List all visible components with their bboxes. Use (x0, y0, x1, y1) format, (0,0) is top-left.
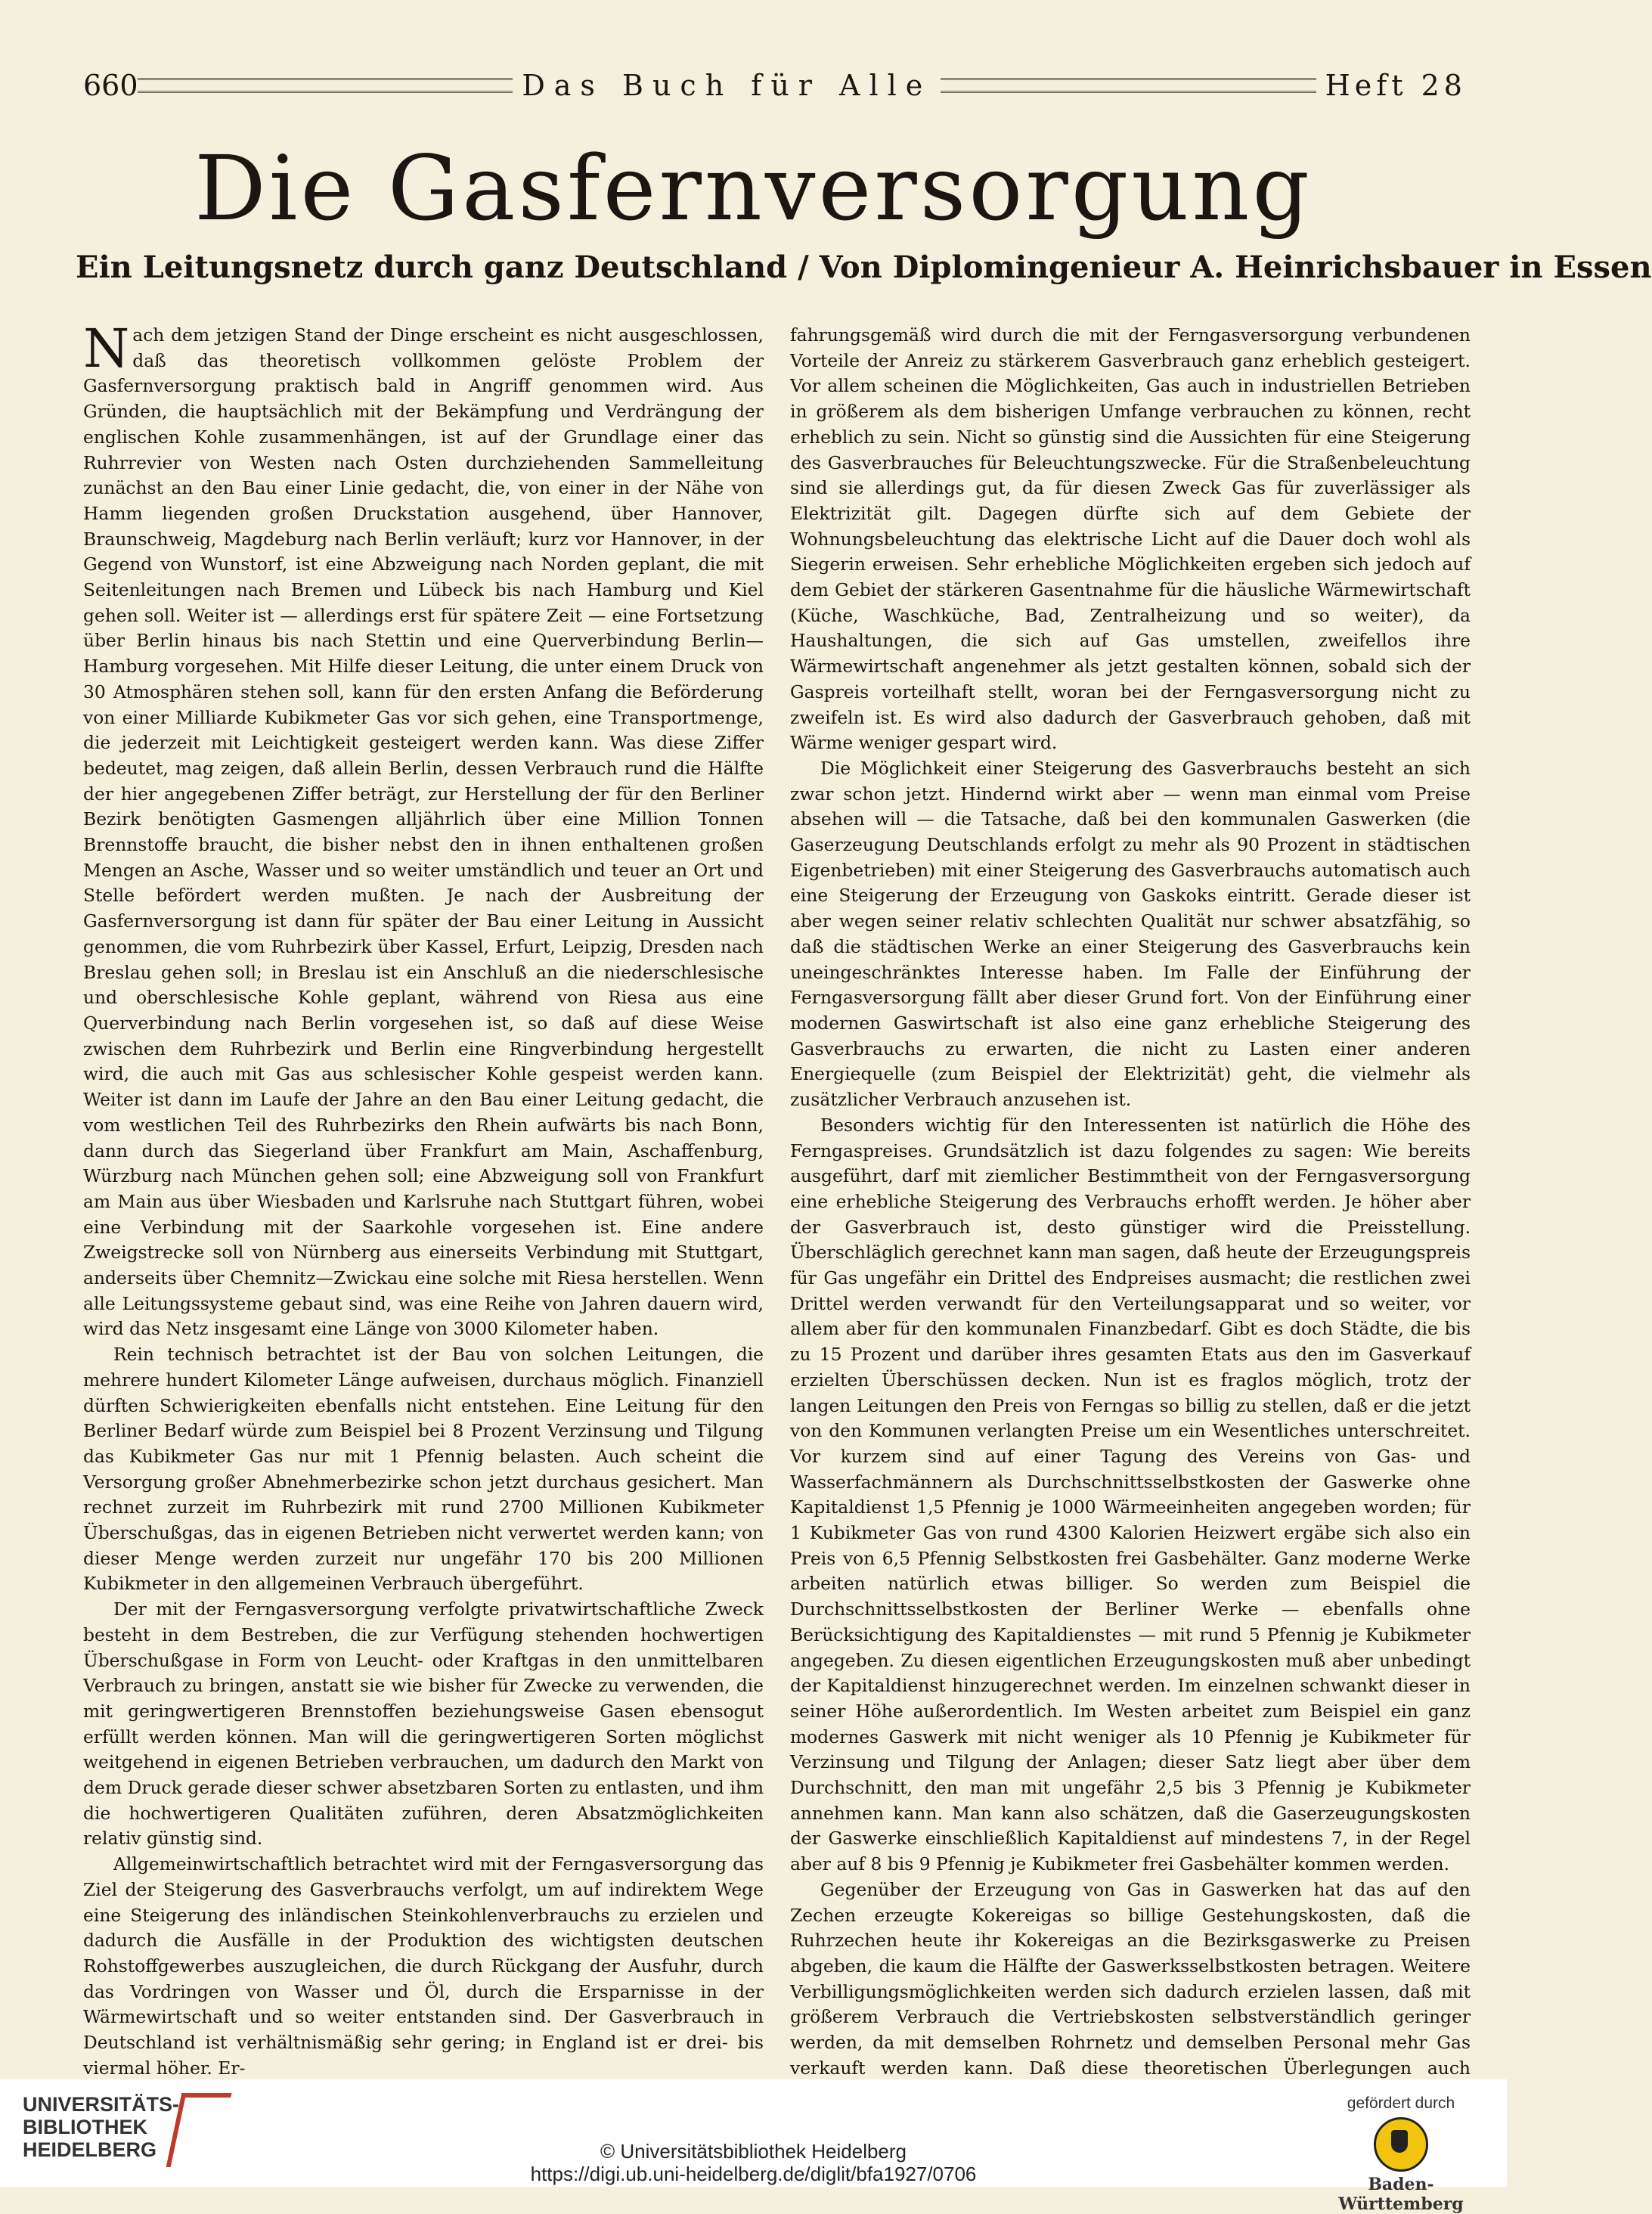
paragraph: Gegenüber der Erzeugung von Gas in Gaswerken hat das auf den Zechen erzeugte Kokereigas so billige Gestehungskosten, daß die Ruhrzechen heute ihr Kokereigas an die Bezirksgaswerke zu Preisen abgeben, die kaum die Hälfte der Gaswerksselbstkosten betragen. Weitere Verbilligungsmöglichkeiten werden sich dadurch erzielen lassen, daß mit größerem Verbrauch die Vertriebskosten selbstverständlich geringer werden, da mit demselben Rohrnetz und demselben Personal mehr Gas verkauft werden kann. Daß diese theoretischen Überlegungen auch (790, 1878, 1471, 2079)
page-number: 660 (83, 69, 138, 102)
funding-notice: gefördert durch Baden-Württemberg (1338, 2095, 1464, 2214)
source-link[interactable]: https://digi.ub.uni-heidelberg.de/diglit/bfa1927/0706 (530, 2163, 977, 2185)
paragraph: fahrungsgemäß wird durch die mit der Ferngasversorgung verbundenen Vorteile der Anreiz zu stärkerem Gasverbrauch ganz erheblich gesteigert. Vor allem scheinen die Möglichkeiten, Gas auch in industriellen Betrieben in größerem als dem bisherigen Umfange verbrauchen zu können, recht erheblich zu sein. Nicht so günstig sind die Aussichten für eine Steigerung des Gasverbrauches für Beleuchtungszwecke. Für die Straßenbeleuchtung sind sie allerdings gut, da für diesen Zweck Gas für zuverlässiger als Elektrizität gilt. Dagegen dürfte sich auf dem Gebiete der Wohnungsbeleuchtung das elektrische Licht auf die Dauer doch wohl als Siegerin erweisen. Sehr erhebliche Möglichkeiten ergeben sich jedoch auf dem Gebiet der stärkeren Gasentnahme für die häusliche Wärmewirtschaft (Küche, Waschküche, Bad, Zentralheizung und so weiter), da Haushaltungen, die sich auf Gas umstellen, zweifellos ihre Wärmewirtschaft angenehmer als jetzt gestalten können, sobald sich der Gaspreis vorteilhaft stellt, woran bei der Ferngasversorgung nicht zu zweifeln ist. Es wird also dadurch der Gasverbrauch gehoben, daß mit Wärme weniger gespart wird. (790, 324, 1471, 754)
paragraph: Der mit der Ferngasversorgung verfolgte privatwirtschaftliche Zweck besteht in dem Bestreben, die zur Verfügung stehenden hochwertigen Überschußgase in Form von Leucht- oder Kraftgas in den unmittelbaren Verbrauch zu bringen, anstatt sie wie bisher für Zwecke zu verwenden, die mit geringwertigeren Brennstoffen beziehungsweise Gasen ebensogut erfüllt werden können. Man will die geringwertigeren Sorten möglichst weitgehend in eigenen Betrieben verbrauchen, um dadurch den Markt von dem Druck gerade dieser schwer absetzbaren Sorten zu entlasten, und ihm die hochwertigeren Qualitäten zuführen, deren Absatzmöglichkeiten relativ günstig sind. (83, 1598, 764, 1850)
library-logo: UNIVERSITÄTS- BIBLIOTHEK HEIDELBERG (23, 2093, 179, 2161)
drop-cap: N (83, 318, 130, 380)
right-column (790, 323, 1471, 2079)
paragraph: Besonders wichtig für den Interessenten ist natürlich die Höhe des Ferngaspreises. Grundsätzlich ist dazu folgendes zu sagen: Wie bereits ausgeführt, darf mit ziemlicher Bestimmtheit von der Ferngasversorgung eine erhebliche Steigerung des Verbrauchs erhofft werden. Je höher aber der Gasverbrauch ist, desto günstiger wird die Preisstellung. Überschläglich gerechnet kann man sagen, daß heute der Erzeugungspreis für Gas ungefähr ein Drittel des Endpreises ausmacht; die restlichen zwei Drittel werden verwandt für den Verteilungsapparat und so weiter, vor allem aber für den kommunalen Finanzbedarf. Gibt es doch Städte, die bis zu 15 Prozent und darüber ihres gesamten Etats aus den im Gasverkauf erzielten Überschüssen decken. Nun ist es fraglos möglich, trotz der langen Leitungen den Preis von Ferngas so billig zu stellen, daß er die jetzt von den Kommunen verlangten Preise um ein Wesentliches unterschreitet. Vor kurzem sind auf einer Tagung des Vereins von Gas- und Wasserfachmännern als Durchschnittsselbstkosten der Gaswerke ohne Kapitaldienst 1,5 Pfennig je 1000 Wärmeeinheiten angegeben worden; für 1 Kubikmeter Gas von rund 4300 Kalorien Heizwert ergäbe sich also ein Preis von 6,5 Pfennig Selbstkosten frei Gasbehälter. Ganz moderne Werke arbeiten natürlich etwas billiger. So werden zum Beispiel die Durchschnittsselbstkosten der Berliner Werke — ebenfalls ohne Berücksichtigung des Kapitaldienstes — mit rund 5 Pfennig je Kubikmeter angegeben. Zu diesen eigentlichen Erzeugungskosten muß aber unbedingt der Kapitaldienst hinzugerechnet werden. Im einzelnen schwankt dieser in seiner Höhe außerordentlich. Im Westen arbeitet zum Beispiel ein ganz modernes Gaswerk mit nicht weniger als 10 Pfennig je Kubikmeter für Verzinsung und Tilgung der Anlagen; dieser Satz liegt aber über dem Durchschnitt, den man mit ungefähr 2,5 bis 3 Pfennig je Kubikmeter annehmen kann. Man kann also schätzen, daß die Gaserzeugungskosten der Gaswerke einschließlich Kapitaldienst auf mindestens 7, in der Regel aber auf 8 bis 9 Pfennig je Kubikmeter frei Gasbehälter kommen werden. (790, 1114, 1471, 1875)
state-seal-icon (1374, 2117, 1428, 2172)
ornament-right (941, 78, 1316, 93)
left-column (83, 318, 764, 2079)
copyright-notice: © Universitätsbibliothek Heidelberg https://digi.ub.uni-heidelberg.de/diglit/bfa1927/0706 (0, 2140, 1507, 2185)
article-title: Die Gasfernversorgung (194, 136, 1313, 240)
paragraph: Allgemeinwirtschaftlich betrachtet wird mit der Ferngasversorgung das Ziel der Steigerung des Gasverbrauchs verfolgt, um auf indirektem Wege eine Steigerung des inländischen Steinkohlenverbrauchs zu erzielen und dadurch die Ausfälle in der Produktion des wichtigsten deutschen Rohstoffgewerbes auszugleichen, die durch Rückgang der Ausfuhr, durch das Vordringen von Wasser und Öl, durch die Ersparnisse in der Wärmewirtschaft und so weiter entstanden sind. Der Gasverbrauch in Deutschland ist verhältnismäßig sehr gering; in England ist er drei- bis viermal höher. Er- (83, 1853, 764, 2079)
paragraph: Die Möglichkeit einer Steigerung des Gasverbrauchs besteht an sich zwar schon jetzt. Hindernd wirkt aber — wenn man einmal vom Preise absehen will — die Tatsache, daß bei den kommunalen Gaswerken (die Gaserzeugung Deutschlands erfolgt zu mehr als 90 Prozent in städtischen Eigenbetrieben) mit einer Steigerung des Gasverbrauchs automatisch auch eine Steigerung der Erzeugung von Gaskoks eintritt. Gerade dieser ist aber wegen seiner relativ schlechten Qualität nur schwer absatzfähig, so daß die städtischen Werke an einer Steigerung des Gasverbrauchs kein uneingeschränktes Interesse haben. Im Falle der Einführung der Ferngasversorgung fällt aber dieser Grund fort. Von der Einführung einer modernen Gaswirtschaft ist also eine ganz erhebliche Steigerung des Gasverbrauchs zu erwarten, die nicht zu Lasten einer anderen Energiequelle (zum Beispiel der Elektrizität) geht, die vielmehr als zusätzlicher Verbrauch anzusehen ist. (790, 757, 1471, 1111)
running-header (83, 67, 1467, 104)
footer-bar (0, 2079, 1507, 2214)
article-subtitle: Ein Leitungsnetz durch ganz Deutschland / Von Diplomingenieur A. Heinrichsbauer in Essen (76, 250, 1652, 285)
magazine-title: Das Buch für Alle (522, 69, 932, 102)
issue-number: Heft 28 (1325, 69, 1467, 102)
paragraph: Nach dem jetzigen Stand der Dinge erscheint es nicht ausgeschlossen, daß das theoretisch vollkommen gelöste Problem der Gasfernversorgung praktisch bald in Angriff genommen wird. Aus Gründen, die hauptsächlich mit der Bekämpfung und Verdrängung der englischen Kohle zusammenhängen, ist auf der Grundlage einer das Ruhrrevier von Westen nach Osten durchziehenden Sammelleitung zunächst an den Bau einer Linie gedacht, die, von einer in der Nähe von Hamm liegenden großen Druckstation ausgehend, über Hannover, Braunschweig, Magdeburg nach Berlin verläuft; kurz vor Hannover, in der Gegend von Wunstorf, ist eine Abzweigung nach Norden geplant, die mit Seitenleitungen nach Bremen und Lübeck bis nach Hamburg und Kiel gehen soll. Weiter ist — allerdings erst für spätere Zeit — eine Fortsetzung über Berlin hinaus bis nach Stettin und eine Querverbindung Berlin—Hamburg vorgesehen. Mit Hilfe dieser Leitung, die unter einem Druck von 30 Atmosphären stehen soll, kann für den ersten Anfang die Beförderung von einer Milliarde Kubikmeter Gas vor sich gehen, eine Transportmenge, die jederzeit mit Leichtigkeit gesteigert werden kann. Was diese Ziffer bedeutet, mag zeigen, daß allein Berlin, dessen Verbrauch rund die Hälfte der hier angegebenen Ziffer beträgt, zur Herstellung der für den Berliner Bezirk benötigten Gasmengen alljährlich über eine Million Tonnen Brennstoffe braucht, die bisher nebst den in ihnen enthaltenen großen Mengen an Asche, Wasser und so weiter umständlich und teuer an Ort und Stelle befördert werden mußten. Je nach der Ausbreitung der Gasfernversorgung ist dann für später der Bau einer Leitung in Aussicht genommen, die vom Ruhrbezirk über Kassel, Erfurt, Leipzig, Dresden nach Breslau gehen soll; in Breslau ist ein Anschluß an die niederschlesische und oberschlesische Kohle geplant, während von Riesa aus eine Querverbindung nach Berlin vorgesehen ist, so daß auf diese Weise zwischen dem Ruhrbezirk und Berlin eine Ringverbindung hergestellt wird, die auch mit Gas aus schlesischer Kohle gespeist werden kann. Weiter ist dann im Laufe der Jahre an den Bau einer Leitung gedacht, die vom westlichen Teil des Ruhrbezirks den Rhein aufwärts bis nach Bonn, dann durch das Siegerland über Frankfurt am Main, Aschaffenburg, Würzburg nach München gehen soll; eine Abzweigung soll von Frankfurt am Main aus über Wiesbaden und Karlsruhe nach Stuttgart führen, wobei eine Verbindung mit der Saarkohle vorgesehen ist. Eine andere Zweigstrecke soll von Nürnberg aus einerseits Verbindung mit Stuttgart, anderseits über Chemnitz—Zwickau eine solche mit Riesa herstellen. Wenn alle Leitungssysteme gebaut sind, was eine Reihe von Jahren dauern wird, wird das Netz insgesamt eine Länge von 3000 Kilometer haben. (83, 318, 764, 1340)
paragraph: Rein technisch betrachtet ist der Bau von solchen Leitungen, die mehrere hundert Kilometer Länge aufweisen, durchaus möglich. Finanziell dürften Schwierigkeiten ebenfalls nicht entstehen. Eine Leitung für den Berliner Bedarf würde zum Beispiel bei 8 Prozent Verzinsung und Tilgung das Kubikmeter Gas nur mit 1 Pfennig belasten. Auch scheint die Versorgung großer Abnehmerbezirke schon jetzt durchaus gesichert. Man rechnet zurzeit im Ruhrbezirk mit rund 2700 Millionen Kubikmeter Überschußgas, das in eigenen Betrieben nicht verwertet werden kann; von dieser Menge werden zurzeit nur ungefähr 170 bis 200 Millionen Kubikmeter in den allgemeinen Verbrauch übergeführt. (83, 1344, 764, 1595)
ornament-left (138, 78, 513, 93)
